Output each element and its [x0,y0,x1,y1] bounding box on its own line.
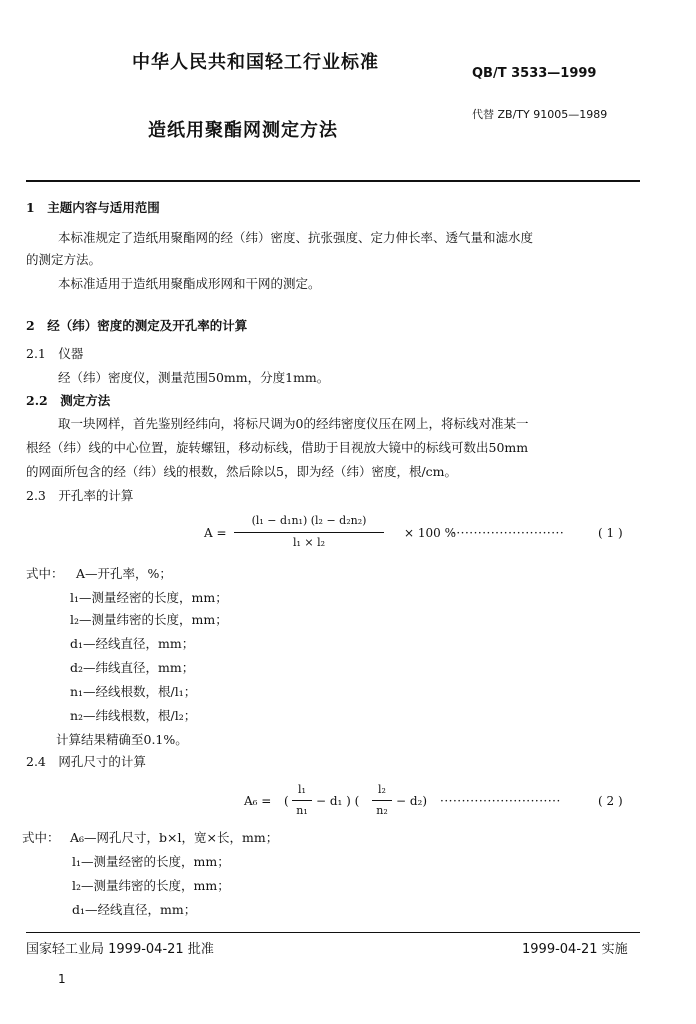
page-number: 1 [58,972,66,986]
formula-2-leader-dots: ···························· [440,794,561,808]
document-title: 造纸用聚酯网测定方法 [148,120,338,141]
formula-2-lhs: A₆ = [244,794,272,808]
result-precision: 计算结果精确至0.1%。 [56,732,188,747]
formula-2-end: − d₂) [396,794,428,808]
section-1-para-1b: 的测定方法。 [26,252,102,267]
section-2-2-line-2: 根经（纬）线的中心位置，旋转螺钮，移动标线，借助于目视放大镜中的标线可数出50mm [26,440,529,455]
section-2-1-text: 经（纬）密度仪，测量范围50mm，分度1mm。 [58,370,330,385]
where-item: n₁—经线根数，根/l₁； [70,684,197,699]
formula-2-middle: − d₁ ) ( [316,794,360,808]
replaces-note: 代替 ZB/TY 91005—1989 [472,108,608,121]
section-2-2-line-1: 取一块网样，首先鉴别经纬向，将标尺调为0的经纬密度仪压在网上，将标线对准某一 [58,416,529,431]
section-2-2-heading: 2.2 测定方法 [26,393,111,408]
formula-2-number: ( 2 ) [598,794,623,808]
formula-2-open-paren: ( [284,794,289,808]
where-item: d₁—经线直径，mm； [70,636,195,651]
formula-2-frac-2-line [372,800,392,801]
formula-2-frac-1-num: l₁ [298,783,306,796]
formula-1-fraction-line [234,532,384,533]
formula-2-frac-1-line [292,800,312,801]
where-item: n₂—纬线根数，根/l₂； [70,708,197,723]
where-label-1: 式中： [26,566,64,581]
formula-1-lhs: A = [204,526,227,540]
standard-code: QB/T 3533—1999 [472,66,597,81]
formula-2-frac-1-den: n₁ [296,804,308,817]
section-2-2-line-3: 的网面所包含的经（纬）线的根数，然后除以5，即为经（纬）密度，根/cm。 [26,464,458,479]
formula-2-frac-2-num: l₂ [378,783,386,796]
formula-1-tail: × 100 % [404,526,456,540]
bottom-rule [26,932,640,933]
section-1-para-1a: 本标准规定了造纸用聚酯网的经（纬）密度、抗张强度、定力伸长率、透气量和滤水度 [58,230,534,245]
approval-line: 国家轻工业局 1999-04-21 批准 [26,942,214,957]
section-2-heading: 2 经（纬）密度的测定及开孔率的计算 [26,318,248,333]
where-item: d₁—经线直径，mm； [72,902,197,917]
formula-1-number: ( 1 ) [598,526,623,540]
where-item: A—开孔率，%； [76,566,172,581]
section-2-3-heading: 2.3 开孔率的计算 [26,488,134,503]
where-item: l₂—测量纬密的长度，mm； [70,612,228,627]
formula-1-denominator: l₁ × l₂ [292,536,326,549]
formula-1-numerator: (l₁ − d₁n₁) (l₂ − d₂n₂) [251,514,367,527]
section-2-4-heading: 2.4 网孔尺寸的计算 [26,754,146,769]
section-1-para-2: 本标准适用于造纸用聚酯成形网和干网的测定。 [58,276,321,291]
where-label-2: 式中： [22,830,60,845]
implementation-date: 1999-04-21 实施 [522,942,628,957]
standard-title: 中华人民共和国轻工行业标准 [132,52,379,73]
where-item: l₁—测量经密的长度，mm； [72,854,230,869]
section-2-1-heading: 2.1 仪器 [26,346,84,361]
where-item: l₁—测量经密的长度，mm； [70,590,228,605]
formula-1-leader-dots: ·························· [452,526,565,540]
where-item: d₂—纬线直径，mm； [70,660,195,675]
formula-2-frac-2-den: n₂ [376,804,388,817]
where-item: l₂—测量纬密的长度，mm； [72,878,230,893]
where-item: A₆—网孔尺寸，b×l，宽×长，mm； [70,830,279,845]
section-1-heading: 1 主题内容与适用范围 [26,200,160,215]
top-rule [26,180,640,182]
